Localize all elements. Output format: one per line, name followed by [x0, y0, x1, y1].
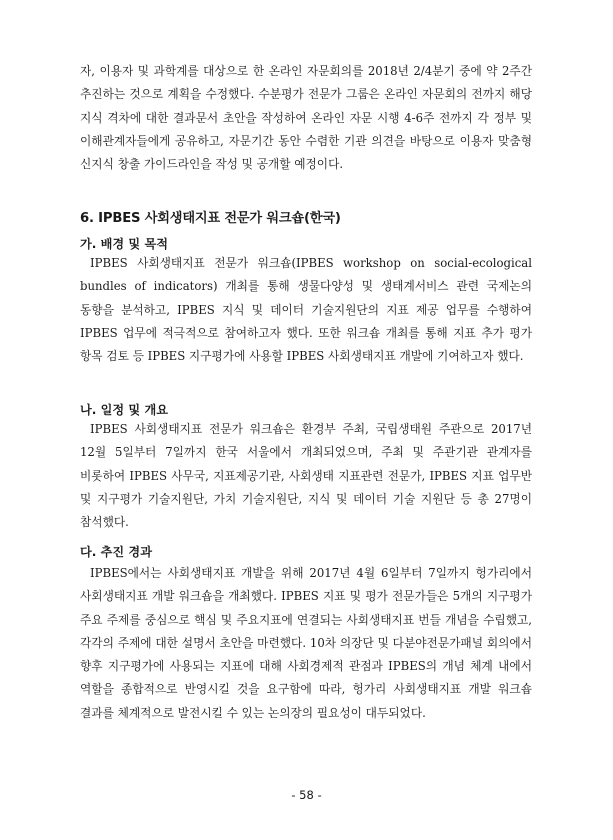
- subsection-body-progress: IPBES에서는 사회생태지표 개발을 위해 2017년 4월 6일부터 7일까지 헝가리에서 사회생태지표 개발 워크숍을 개최했다. IPBES 지표 및 평가 전문가들은 5개의 지구평가 주요 주제를 중심으로 핵심 및 주요지표에 연결되는 사회생태지표 번들 개념을 수립했고, 각각의 주제에 대한 설명서 초안을 마련했다. 10차 의장단 및 다분야전문가패널 회의에서 향후 지구평가에 사용되는 지표에 대해 사회경제적 관점과 IPBES의 개념 체계 내에서 역할을 종합적으로 반영시킬 것을 요구함에 따라, 헝가리 사회생태지표 개발 워크숍 결과를 체계적으로 발전시킬 수 있는 논의장의 필요성이 대두되었다.: [80, 566, 532, 720]
- page-number: - 58 -: [291, 788, 322, 802]
- subsection-heading-progress: 다. 추진 경과: [80, 545, 152, 559]
- intro-paragraph: 자, 이용자 및 과학계를 대상으로 한 온라인 자문회의를 2018년 2/4분기 중에 약 2주간 추진하는 것으로 계획을 수정했다. 수분평가 전문가 그룹은 온라인 자문회의 전까지 해당 지식 격차에 대한 결과문서 초안을 작성하여 온라인 자문 시행 4-6주 전까지 각 정부 및 이해관계자들에게 공유하고, 자문기간 동안 수렴한 기관 의견을 바탕으로 이용자 맞춤형 신지식 창출 가이드라인을 작성 및 공개할 예정이다.: [80, 64, 532, 172]
- subsection-heading-schedule: 나. 일정 및 개요: [80, 403, 168, 417]
- subsection-body-background: IPBES 사회생태지표 전문가 워크숍(IPBES workshop on social-ecological bundles of indicators) 개최를 통해 생물다양성 및 생태계서비스 관련 국제논의 동향을 분석하고, IPBES 지식 및 데이터 기술지원단의 지표 제공 업무를 수행하여 IPBES 업무에 적극적으로 참여하고자 했다. 또한 워크숍 개최를 통해 지표 추가 평가 항목 검토 등 IPBES 지구평가에 사용할 IPBES 사회생태지표 개발에 기여하고자 했다.: [80, 256, 532, 364]
- subsection-body-schedule: IPBES 사회생태지표 전문가 워크숍은 환경부 주최, 국립생태원 주관으로 2017년 12월 5일부터 7일까지 한국 서울에서 개최되었으며, 주최 및 주관기관 관계자를 비롯하여 IPBES 사무국, 지표제공기관, 사회생태 지표관련 전문가, IPBES 지표 업무반 및 지구평가 기술지원단, 가치 기술지원단, 지식 및 데이터 기술 지원단 등 총 27명이 참석했다.: [80, 422, 532, 530]
- section-title: 6. IPBES 사회생태지표 전문가 워크숍(한국): [80, 211, 341, 226]
- subsection-heading-background: 가. 배경 및 목적: [80, 237, 168, 251]
